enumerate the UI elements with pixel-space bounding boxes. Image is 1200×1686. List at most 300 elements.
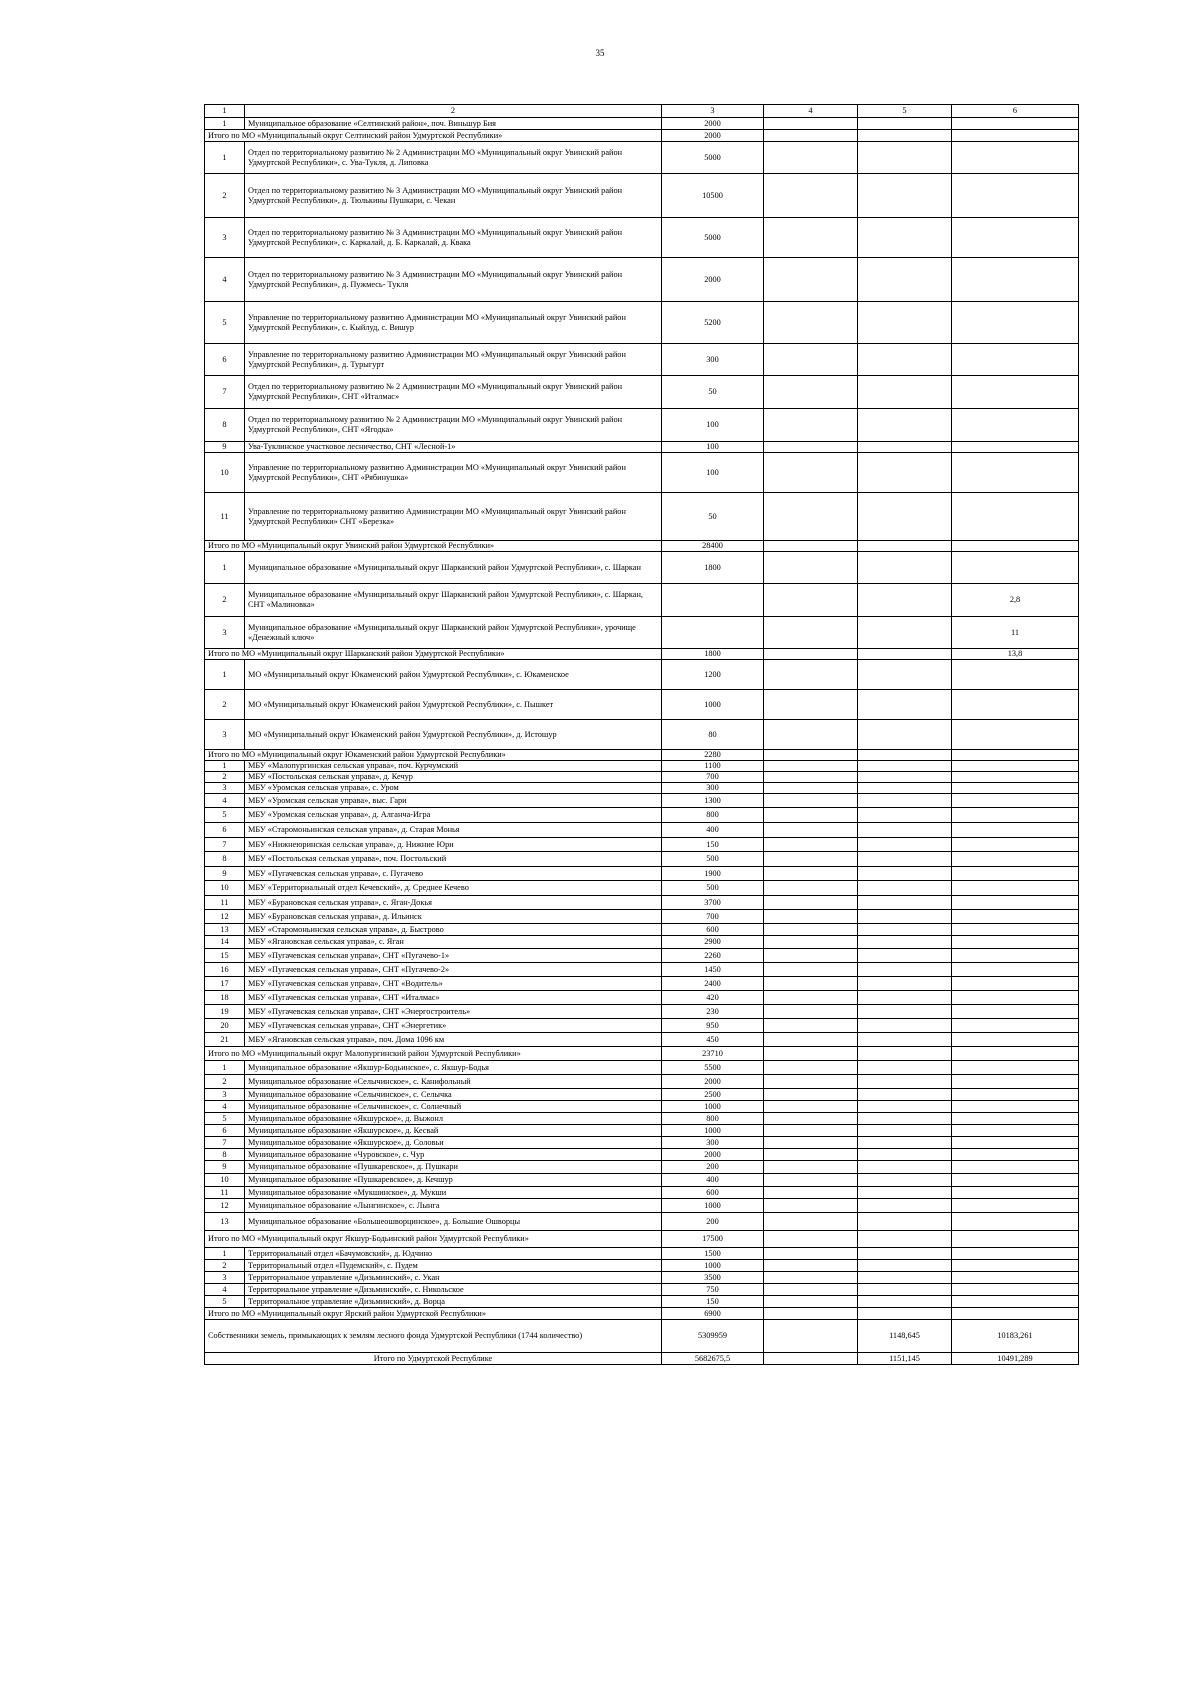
cell-col-6 [952, 838, 1079, 852]
row-name: Отдел по территориальному развитию № 3 Администрации МО «Муниципальный округ Увинский район Удмуртской Республики», с. Каркалай, д. Б. Каркалай, д. Квака [245, 218, 662, 258]
row-name: МБУ «Ягановская сельская управа», с. Яган [245, 936, 662, 949]
cell-col-3: 200 [662, 1213, 764, 1231]
cell-col-5 [858, 823, 952, 838]
row-number: 12 [205, 910, 245, 924]
table-row [205, 660, 1079, 690]
cell-col-4 [764, 761, 858, 772]
cell-col-3: 2500 [662, 1089, 764, 1101]
cell-col-4 [764, 409, 858, 442]
cell-col-5 [858, 1296, 952, 1308]
row-name: Муниципальное образование «Якшур-Бодьинское», с. Якшур-Бодья [245, 1061, 662, 1075]
cell-col-5 [858, 720, 952, 750]
cell-col-6 [952, 1272, 1079, 1284]
row-number: 3 [205, 720, 245, 750]
cell-col-6 [952, 1075, 1079, 1089]
table-row [205, 1101, 1079, 1113]
cell-col-6 [952, 1174, 1079, 1187]
row-number: 1 [205, 552, 245, 584]
cell-col-5 [858, 130, 952, 142]
cell-col-4 [764, 1353, 858, 1365]
cell-col-6 [952, 823, 1079, 838]
cell-col-4 [764, 1272, 858, 1284]
cell-col-6 [952, 720, 1079, 750]
cell-col-4 [764, 1308, 858, 1320]
table-row [205, 936, 1079, 949]
row-number: 11 [205, 493, 245, 541]
cell-col-5 [858, 584, 952, 617]
table-row [205, 838, 1079, 852]
cell-col-6 [952, 118, 1079, 130]
row-name: МБУ «Уромская сельская управа», д. Алганча-Игра [245, 808, 662, 823]
cell-col-5 [858, 1248, 952, 1260]
cell-col-4 [764, 1089, 858, 1101]
row-number: 6 [205, 1125, 245, 1137]
cell-col-3: 300 [662, 1137, 764, 1149]
row-number: 1 [205, 142, 245, 174]
row-number: 11 [205, 896, 245, 910]
total-row [205, 130, 1079, 142]
row-name: Муниципальное образование «Пушкаревское», д. Пушкари [245, 1161, 662, 1174]
cell-col-5 [858, 174, 952, 218]
cell-col-6 [952, 1231, 1079, 1248]
cell-col-6 [952, 949, 1079, 963]
cell-col-5 [858, 1019, 952, 1033]
cell-col-5 [858, 910, 952, 924]
cell-col-6: 13,8 [952, 649, 1079, 660]
cell-col-3 [662, 584, 764, 617]
row-number: 10 [205, 453, 245, 493]
header-col-5: 5 [858, 105, 952, 118]
cell-col-6 [952, 541, 1079, 552]
table-row [205, 1005, 1079, 1019]
table-row [205, 772, 1079, 783]
row-name: Ува-Туклинское участковое лесничество, СНТ «Лесной-1» [245, 442, 662, 453]
table-row [205, 1033, 1079, 1047]
row-number: 14 [205, 936, 245, 949]
table-row [205, 1296, 1079, 1308]
cell-col-3: 2000 [662, 1075, 764, 1089]
table-row [205, 302, 1079, 344]
total-row [205, 1308, 1079, 1320]
cell-col-4 [764, 1075, 858, 1089]
header-col-4: 4 [764, 105, 858, 118]
cell-col-3: 80 [662, 720, 764, 750]
cell-col-4 [764, 750, 858, 761]
cell-col-4 [764, 1101, 858, 1113]
cell-col-6 [952, 493, 1079, 541]
cell-col-6 [952, 258, 1079, 302]
total-label: Итого по МО «Муниципальный округ Шарканский район Удмуртской Республики» [205, 649, 662, 660]
cell-col-6 [952, 660, 1079, 690]
total-row [205, 1231, 1079, 1248]
cell-col-4 [764, 1005, 858, 1019]
total-row [205, 1353, 1079, 1365]
cell-col-6 [952, 977, 1079, 991]
row-name: МБУ «Бурановская сельская управа», д. Ильинск [245, 910, 662, 924]
cell-col-5 [858, 852, 952, 867]
table-row [205, 442, 1079, 453]
row-number: 2 [205, 772, 245, 783]
table-row [205, 584, 1079, 617]
row-number: 3 [205, 617, 245, 649]
cell-col-3: 750 [662, 1284, 764, 1296]
cell-col-6 [952, 881, 1079, 896]
total-row [205, 750, 1079, 761]
row-number: 1 [205, 761, 245, 772]
row-name: МО «Муниципальный округ Юкаменский район Удмуртской Республики», д. Истошур [245, 720, 662, 750]
cell-col-4 [764, 924, 858, 936]
row-number: 3 [205, 1089, 245, 1101]
row-name: Муниципальное образование «Большеошворцинское», д. Большие Ошворцы [245, 1213, 662, 1231]
table-row [205, 690, 1079, 720]
total-row [205, 649, 1079, 660]
row-name: МО «Муниципальный округ Юкаменский район Удмуртской Республики», с. Юкаменское [245, 660, 662, 690]
cell-col-3: 5309959 [662, 1320, 764, 1353]
cell-col-3: 2000 [662, 258, 764, 302]
row-name: Муниципальное образование «Чуровское», с. Чур [245, 1149, 662, 1161]
cell-col-6 [952, 302, 1079, 344]
cell-col-3: 400 [662, 1174, 764, 1187]
table-row [205, 924, 1079, 936]
cell-col-3: 100 [662, 453, 764, 493]
cell-col-3: 50 [662, 376, 764, 409]
cell-col-4 [764, 1213, 858, 1231]
cell-col-5 [858, 949, 952, 963]
cell-col-4 [764, 118, 858, 130]
cell-col-6 [952, 936, 1079, 949]
cell-col-3: 5000 [662, 142, 764, 174]
cell-col-4 [764, 302, 858, 344]
cell-col-6 [952, 1033, 1079, 1047]
row-name: Отдел по территориальному развитию № 3 Администрации МО «Муниципальный округ Увинский район Удмуртской Республики», д. Пужмесь- Тукля [245, 258, 662, 302]
cell-col-5 [858, 881, 952, 896]
row-name: МБУ «Уромская сельская управа», с. Уром [245, 783, 662, 794]
cell-col-4 [764, 794, 858, 808]
cell-col-5 [858, 302, 952, 344]
cell-col-6 [952, 552, 1079, 584]
cell-col-5 [858, 409, 952, 442]
row-number: 8 [205, 1149, 245, 1161]
table-row [205, 1089, 1079, 1101]
cell-col-3: 230 [662, 1005, 764, 1019]
cell-col-5 [858, 541, 952, 552]
cell-col-4 [764, 1284, 858, 1296]
row-name: МБУ «Пугачевская сельская управа», СНТ «Пугачево-2» [245, 963, 662, 977]
row-number: 6 [205, 344, 245, 376]
row-name: Управление по территориальному развитию Администрации МО «Муниципальный округ Увинский район Удмуртской Республики», д. Турыгурт [245, 344, 662, 376]
table-row [205, 910, 1079, 924]
cell-col-5 [858, 258, 952, 302]
cell-col-3: 100 [662, 409, 764, 442]
table-row [205, 867, 1079, 881]
cell-col-6: 10491,289 [952, 1353, 1079, 1365]
table-row [205, 258, 1079, 302]
row-name: Муниципальное образование «Якшурское», д. Выжонл [245, 1113, 662, 1125]
cell-col-3: 700 [662, 910, 764, 924]
cell-col-4 [764, 936, 858, 949]
cell-col-3: 400 [662, 823, 764, 838]
cell-col-3: 5500 [662, 1061, 764, 1075]
header-row [205, 105, 1079, 118]
cell-col-6 [952, 1089, 1079, 1101]
cell-col-3: 50 [662, 493, 764, 541]
cell-col-5 [858, 1308, 952, 1320]
cell-col-6 [952, 750, 1079, 761]
cell-col-4 [764, 772, 858, 783]
cell-col-3: 1450 [662, 963, 764, 977]
table-row [205, 808, 1079, 823]
cell-col-4 [764, 1137, 858, 1149]
row-number: 4 [205, 258, 245, 302]
row-name: Муниципальное образование «Муниципальный округ Шарканский район Удмуртской Республики», с. Шаркан [245, 552, 662, 584]
cell-col-6 [952, 1061, 1079, 1075]
row-number: 11 [205, 1187, 245, 1199]
table-row [205, 1149, 1079, 1161]
table-row [205, 881, 1079, 896]
cell-col-6 [952, 174, 1079, 218]
cell-col-4 [764, 1019, 858, 1033]
row-number: 3 [205, 218, 245, 258]
cell-col-3: 17500 [662, 1231, 764, 1248]
cell-col-6 [952, 852, 1079, 867]
row-number: 1 [205, 1248, 245, 1260]
cell-col-3: 1800 [662, 649, 764, 660]
total-row [205, 1320, 1079, 1353]
cell-col-6 [952, 690, 1079, 720]
cell-col-3: 1500 [662, 1248, 764, 1260]
cell-col-4 [764, 1296, 858, 1308]
table-row [205, 1019, 1079, 1033]
row-name: МБУ «Старомоньинская сельская управа», д. Старая Монья [245, 823, 662, 838]
cell-col-3: 300 [662, 344, 764, 376]
row-name: МБУ «Пугачевская сельская управа», СНТ «Энергостроитель» [245, 1005, 662, 1019]
table-row [205, 174, 1079, 218]
cell-col-5 [858, 1125, 952, 1137]
total-label: Итого по МО «Муниципальный округ Якшур-Бодьинский район Удмуртской Республики» [205, 1231, 662, 1248]
table-row [205, 142, 1079, 174]
cell-col-4 [764, 1033, 858, 1047]
cell-col-3 [662, 617, 764, 649]
cell-col-5 [858, 1174, 952, 1187]
row-number: 10 [205, 1174, 245, 1187]
row-name: Отдел по территориальному развитию № 2 Администрации МО «Муниципальный округ Увинский район Удмуртской Республики», с. Ува-Тукля, д. Липовка [245, 142, 662, 174]
row-number: 5 [205, 302, 245, 344]
row-name: Территориальное управление «Дизьминский», д. Ворца [245, 1296, 662, 1308]
cell-col-6 [952, 1125, 1079, 1137]
table-row [205, 1137, 1079, 1149]
cell-col-4 [764, 867, 858, 881]
cell-col-6: 10183,261 [952, 1320, 1079, 1353]
cell-col-3: 500 [662, 852, 764, 867]
cell-col-3: 2000 [662, 118, 764, 130]
row-name: Муниципальное образование «Якшурское», д. Кесвай [245, 1125, 662, 1137]
cell-col-5: 1148,645 [858, 1320, 952, 1353]
cell-col-4 [764, 541, 858, 552]
table-row [205, 1199, 1079, 1213]
cell-col-4 [764, 453, 858, 493]
cell-col-5 [858, 936, 952, 949]
row-number: 10 [205, 881, 245, 896]
table-row [205, 963, 1079, 977]
cell-col-3: 3500 [662, 1272, 764, 1284]
cell-col-3: 2000 [662, 1149, 764, 1161]
cell-col-4 [764, 1260, 858, 1272]
cell-col-5 [858, 1231, 952, 1248]
cell-col-5 [858, 1033, 952, 1047]
cell-col-6 [952, 1187, 1079, 1199]
row-number: 1 [205, 660, 245, 690]
cell-col-3: 1000 [662, 1125, 764, 1137]
cell-col-4 [764, 218, 858, 258]
cell-col-4 [764, 991, 858, 1005]
table-row [205, 1174, 1079, 1187]
row-name: МБУ «Уромская сельская управа», выс. Гари [245, 794, 662, 808]
table-row [205, 1161, 1079, 1174]
cell-col-6 [952, 794, 1079, 808]
row-name: МБУ «Старомоньинская сельская управа», д. Быстрово [245, 924, 662, 936]
cell-col-5 [858, 218, 952, 258]
table-row [205, 376, 1079, 409]
cell-col-6 [952, 376, 1079, 409]
cell-col-6 [952, 442, 1079, 453]
cell-col-3: 1900 [662, 867, 764, 881]
row-number: 9 [205, 442, 245, 453]
cell-col-6 [952, 896, 1079, 910]
row-number: 7 [205, 376, 245, 409]
table-row [205, 453, 1079, 493]
cell-col-3: 600 [662, 924, 764, 936]
cell-col-3: 1200 [662, 660, 764, 690]
cell-col-3: 800 [662, 1113, 764, 1125]
row-number: 13 [205, 1213, 245, 1231]
row-number: 2 [205, 584, 245, 617]
cell-col-5 [858, 808, 952, 823]
row-number: 9 [205, 1161, 245, 1174]
row-number: 1 [205, 118, 245, 130]
cell-col-3: 5000 [662, 218, 764, 258]
cell-col-5 [858, 1149, 952, 1161]
cell-col-5 [858, 991, 952, 1005]
cell-col-5 [858, 1089, 952, 1101]
cell-col-5 [858, 1005, 952, 1019]
cell-col-4 [764, 617, 858, 649]
cell-col-4 [764, 977, 858, 991]
row-name: МБУ «Пугачевская сельская управа», СНТ «Пугачево-1» [245, 949, 662, 963]
table-row [205, 344, 1079, 376]
row-name: Территориальное управление «Дизьминский», с. Никольское [245, 1284, 662, 1296]
header-col-1: 1 [205, 105, 245, 118]
cell-col-6 [952, 1101, 1079, 1113]
row-number: 5 [205, 808, 245, 823]
row-number: 18 [205, 991, 245, 1005]
cell-col-6 [952, 409, 1079, 442]
total-label: Итого по МО «Муниципальный округ Увинский район Удмуртской Республики» [205, 541, 662, 552]
row-name: Муниципальное образование «Муниципальный округ Шарканский район Удмуртской Республики», с. Шаркан, СНТ «Малиновка» [245, 584, 662, 617]
cell-col-6 [952, 924, 1079, 936]
cell-col-5 [858, 1061, 952, 1075]
row-name: Муниципальное образование «Селычинское», с. Солнечный [245, 1101, 662, 1113]
cell-col-5 [858, 977, 952, 991]
row-number: 8 [205, 409, 245, 442]
cell-col-5 [858, 690, 952, 720]
row-name: Управление по территориальному развитию Администрации МО «Муниципальный округ Увинский район Удмуртской Республики», СНТ «Рябинушка» [245, 453, 662, 493]
cell-col-4 [764, 690, 858, 720]
cell-col-4 [764, 910, 858, 924]
total-label: Собственники земель, примыкающих к землям лесного фонда Удмуртской Республики (1744 количество) [205, 1320, 662, 1353]
table-row [205, 852, 1079, 867]
cell-col-4 [764, 1061, 858, 1075]
row-number: 20 [205, 1019, 245, 1033]
cell-col-5 [858, 552, 952, 584]
cell-col-4 [764, 896, 858, 910]
cell-col-3: 2280 [662, 750, 764, 761]
cell-col-5 [858, 344, 952, 376]
row-number: 13 [205, 924, 245, 936]
cell-col-6 [952, 808, 1079, 823]
cell-col-6 [952, 1260, 1079, 1272]
cell-col-5 [858, 493, 952, 541]
cell-col-4 [764, 649, 858, 660]
cell-col-3: 1000 [662, 1101, 764, 1113]
cell-col-6 [952, 991, 1079, 1005]
cell-col-3: 1000 [662, 1199, 764, 1213]
cell-col-4 [764, 838, 858, 852]
cell-col-6 [952, 1137, 1079, 1149]
cell-col-3: 10500 [662, 174, 764, 218]
table-body [205, 118, 1079, 1365]
cell-col-5 [858, 838, 952, 852]
row-name: Территориальный отдел «Пудемский», с. Пудем [245, 1260, 662, 1272]
row-number: 5 [205, 1296, 245, 1308]
total-row [205, 541, 1079, 552]
row-number: 3 [205, 783, 245, 794]
cell-col-3: 2400 [662, 977, 764, 991]
cell-col-3: 5200 [662, 302, 764, 344]
cell-col-5 [858, 963, 952, 977]
row-name: Отдел по территориальному развитию № 3 Администрации МО «Муниципальный округ Увинский район Удмуртской Республики», д. Тюлькины Пушкари, с. Чекан [245, 174, 662, 218]
cell-col-4 [764, 783, 858, 794]
table-row [205, 1260, 1079, 1272]
cell-col-6 [952, 1308, 1079, 1320]
table-row [205, 991, 1079, 1005]
cell-col-5 [858, 1260, 952, 1272]
cell-col-3: 3700 [662, 896, 764, 910]
row-name: Муниципальное образование «Мукшинское», д. Мукши [245, 1187, 662, 1199]
cell-col-5 [858, 794, 952, 808]
table-row [205, 720, 1079, 750]
row-number: 6 [205, 823, 245, 838]
row-name: Управление по территориальному развитию Администрации МО «Муниципальный округ Увинский район Удмуртской Республики» СНТ «Березка» [245, 493, 662, 541]
cell-col-3: 150 [662, 838, 764, 852]
table-row [205, 409, 1079, 442]
row-number: 15 [205, 949, 245, 963]
cell-col-3: 2000 [662, 130, 764, 142]
cell-col-4 [764, 552, 858, 584]
cell-col-5 [858, 750, 952, 761]
cell-col-3: 300 [662, 783, 764, 794]
row-number: 7 [205, 1137, 245, 1149]
cell-col-4 [764, 1320, 858, 1353]
cell-col-5 [858, 1137, 952, 1149]
table-row [205, 218, 1079, 258]
cell-col-3: 1800 [662, 552, 764, 584]
page-number: 35 [595, 48, 605, 58]
table-row [205, 1125, 1079, 1137]
table-row [205, 1061, 1079, 1075]
row-name: Территориальный отдел «Бачумовский», д. Юдчино [245, 1248, 662, 1260]
row-name: МБУ «Малопургинская сельская управа», поч. Курчумский [245, 761, 662, 772]
cell-col-4 [764, 584, 858, 617]
